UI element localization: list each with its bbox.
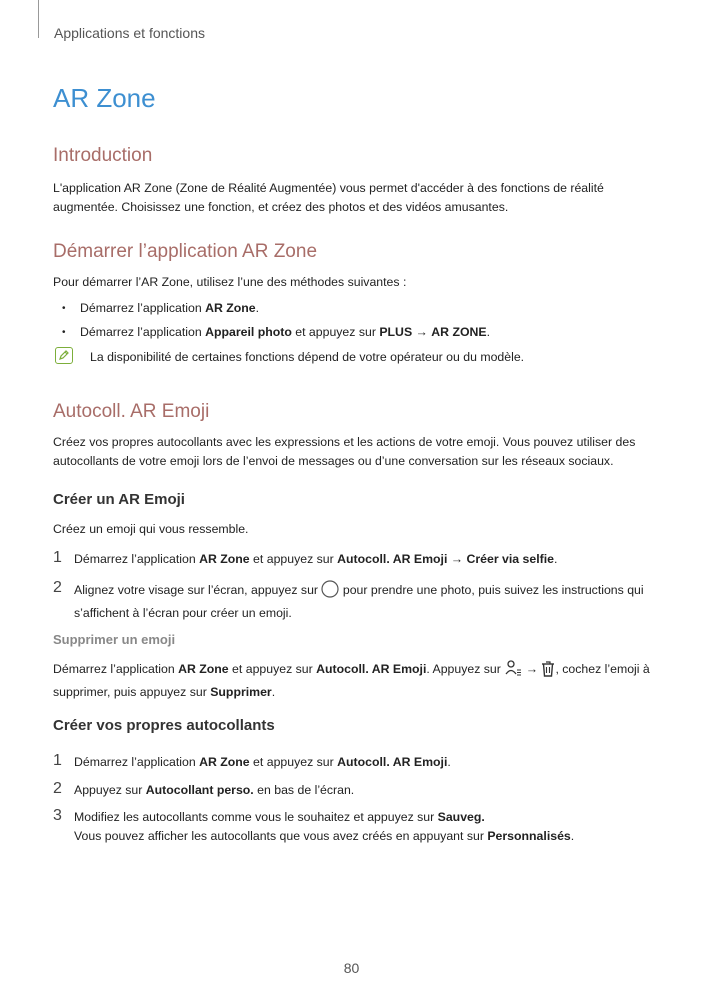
intro-line-2: augmentée. Choisissez une fonction, et créez des photos et des vidéos amusantes. xyxy=(53,200,509,214)
step-number: 2 xyxy=(53,579,62,596)
emoji-paragraph xyxy=(53,433,653,471)
delete-heading: Supprimer un emoji xyxy=(53,632,176,647)
header-rule xyxy=(38,0,39,38)
delete-paragraph xyxy=(53,659,653,702)
emoji-heading: Autocoll. AR Emoji xyxy=(53,401,210,422)
start-lead: Pour démarrer l’AR Zone, utilisez l’une des méthodes suivantes : xyxy=(53,275,407,289)
own-heading: Créer vos propres autocollants xyxy=(53,717,275,734)
step-number: 2 xyxy=(53,780,62,797)
emoji-line-1: Créez vos propres autocollants avec les expressions et les actions de votre emoji. Vous pouvez utiliser des xyxy=(53,435,636,449)
delete-line-1: Démarrez l’application AR Zone et appuyez sur Autocoll. AR Emoji. Appuyez sur → , cochez l’emoji à xyxy=(53,659,653,683)
running-header: Applications et fonctions xyxy=(54,25,205,41)
page-number: 80 xyxy=(343,960,360,976)
bullet-dot: • xyxy=(62,303,66,314)
create-heading: Créer un AR Emoji xyxy=(53,491,185,508)
page-title: AR Zone xyxy=(53,83,156,113)
intro-line-1: L'application AR Zone (Zone de Réalité Augmentée) vous permet d'accéder à des fonctions de réalité xyxy=(53,181,604,195)
step-number: 1 xyxy=(53,752,62,769)
intro-paragraph xyxy=(53,179,653,217)
note-pencil-icon xyxy=(55,347,73,364)
create-lead: Créez un emoji qui vous ressemble. xyxy=(53,522,249,536)
step-number: 1 xyxy=(53,549,62,566)
manual-page: Applications et fonctions AR Zone Introduction L'application AR Zone (Zone de Réalité Augmentée) vous permet d'accéder à des fonctions de réalité augmentée. Choisissez une fonction, et créez des photos et des vidéos amusantes. Démarrer l’application AR Zone Pour démarrer l’AR Zone, utilisez l’une des méthodes suivantes : • Démarrez l’application AR Zone. • Démarrez l’application Appareil photo et appuyez sur PLUS → AR ZONE. La disponibilité de certaines fonctions dépend de votre opérateur ou du modèle. Autocoll. AR Emoji Créez vos propres autocollants avec les expressions et les actions de votre emoji. Vous pouvez utiliser des autocollants de votre emoji lors de l’envoi de messages ou d’une conversation sur les réseaux sociaux. Créer un AR Emoji Créez un emoji qui vous ressemble. 1 Démarrez l’application AR Zone et appuyez sur Autocoll. AR Emoji → Créer via selfie. 2 Alignez votre visage sur l’écran, appuyez sur pour prendre une photo, puis suivez les instructions qui s’affichent à l’écran pour créer un emoji. Supprimer un emoji Démarrez l’application AR Zone et appuyez sur Autocoll. AR Emoji. Appuyez sur → , cochez l’emoji à supprimer, puis appuyez sur Supprimer. Créer vos propres autocollants 1 Démarrez l’application AR Zone et appuyez sur Autocoll. AR Emoji. 2 Appuyez sur Autocollant perso. en bas de l’écran. 3 Modifiez les autocollants comme vous le souhaitez et appuyez sur Sauveg. Vous pouvez afficher les autocollants que vous avez créés en appuyant sur Personnalisés. 80 xyxy=(0,0,703,994)
intro-heading: Introduction xyxy=(53,145,153,166)
shutter-circle-icon xyxy=(321,580,339,604)
start-heading: Démarrer l’application AR Zone xyxy=(53,241,318,262)
bullet-dot: • xyxy=(62,327,66,338)
emoji-line-2: autocollants de votre emoji lors de l’envoi de messages ou d’une conversation sur les réseaux sociaux. xyxy=(53,454,614,468)
manage-emoji-icon xyxy=(504,659,522,683)
note-text: La disponibilité de certaines fonctions dépend de votre opérateur ou du modèle. xyxy=(90,350,525,364)
trash-icon xyxy=(541,660,555,683)
step-number: 3 xyxy=(53,807,62,824)
delete-line-2: supprimer, puis appuyez sur Supprimer. xyxy=(53,685,276,699)
